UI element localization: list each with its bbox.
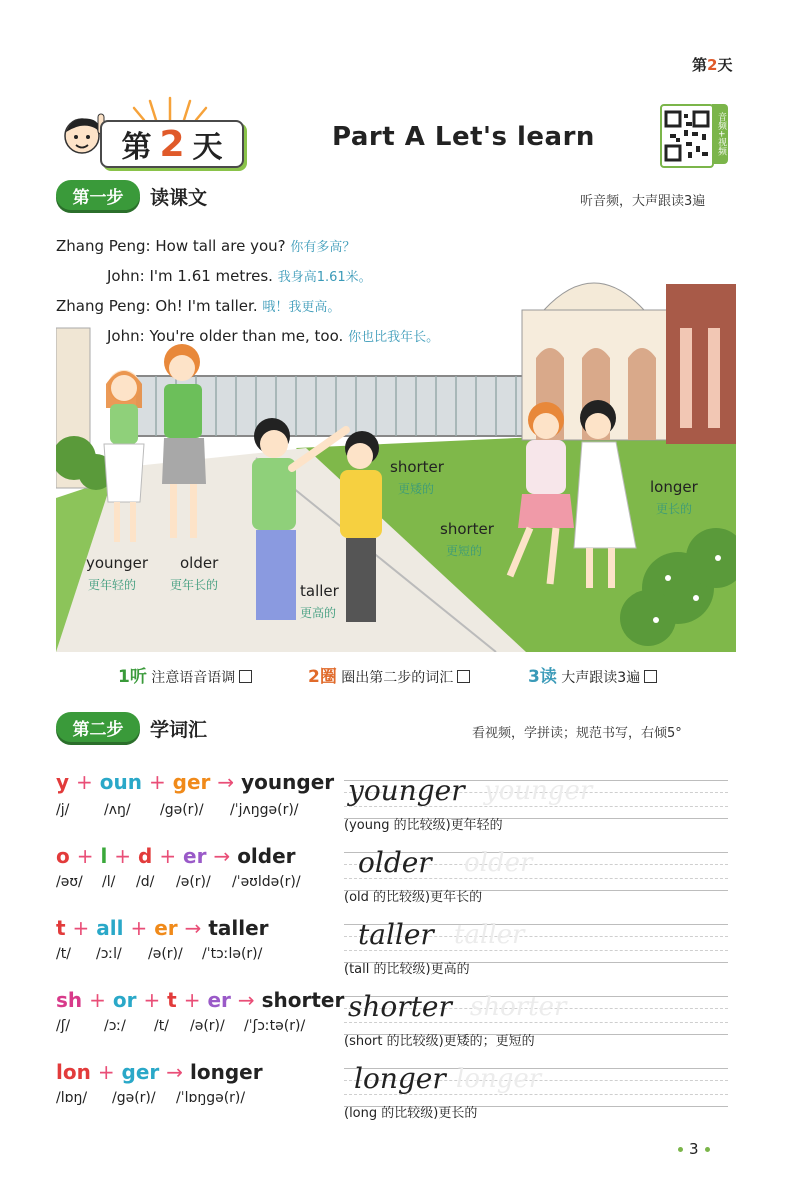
gloss-younger: (young 的比较级)更年轻的 [344, 818, 503, 833]
task-listen: 1听 注意语音语调 [118, 662, 252, 687]
task-checkbox[interactable] [457, 670, 470, 683]
step2-name: 学词汇 [150, 719, 208, 741]
label-younger-cn: 更年轻的 [88, 578, 137, 592]
phonetics-shorter: /ʃ/ /ɔː/ /t/ /ə(r)/ /ˈʃɔːtə(r)/ [56, 1018, 306, 1034]
word-spelling-younger: y + oun + ger → younger [56, 770, 335, 794]
dialog-line: Zhang Peng: Oh! I'm taller. 哦！我更高。 [56, 297, 341, 315]
word-spelling-older: o + l + d + er → older [56, 844, 296, 868]
label-longer: longer [650, 478, 698, 496]
label-longer-cn: 更长的 [656, 502, 693, 516]
step1-name: 读课文 [150, 187, 208, 209]
dialog-line: Zhang Peng: How tall are you? 你有多高？ [56, 237, 356, 255]
label-shorter-length-cn: 更短的 [446, 544, 483, 558]
task-read: 3读 大声跟读3遍 [528, 662, 657, 687]
step1-hint: 听音频，大声跟读3遍 [580, 194, 706, 209]
gloss-older: (old 的比较级)更年长的 [344, 890, 483, 905]
handwriting-row-longer[interactable]: longer longer [344, 1068, 728, 1114]
gloss-longer: (long 的比较级)更长的 [344, 1106, 478, 1121]
day-title-box: 第 2 天 [100, 120, 244, 168]
qr-code-icon[interactable] [660, 104, 714, 168]
word-spelling-shorter: sh + or + t + er → shorter [56, 988, 345, 1012]
task-circle: 2圈 圈出第二步的词汇 [308, 662, 470, 687]
dialog [56, 232, 439, 352]
task-checkbox[interactable] [239, 670, 252, 683]
phonetics-longer: /lɒŋ/ /gə(r)/ /ˈlɒŋgə(r)/ [56, 1090, 246, 1106]
word-spelling-longer: lon + ger → longer [56, 1060, 263, 1084]
day-tag: 第2天 [692, 56, 733, 74]
dialog-line: John: I'm 1.61 metres. 我身高1.61米。 [107, 267, 372, 285]
handwriting-row-younger[interactable]: younger younger [344, 780, 728, 826]
label-older: older [180, 554, 219, 572]
label-taller-cn: 更高的 [300, 606, 337, 620]
label-older-cn: 更年长的 [170, 578, 219, 592]
step2-hint: 看视频，学拼读；规范书写，右倾5° [472, 726, 682, 741]
word-spelling-taller: t + all + er → taller [56, 916, 269, 940]
part-title: Part A Let's learn [332, 122, 595, 152]
handwriting-row-older[interactable]: older older [344, 852, 728, 898]
handwriting-row-shorter[interactable]: shorter shorter [344, 996, 728, 1042]
phonetics-taller: /t/ /ɔːl/ /ə(r)/ /ˈtɔːlə(r)/ [56, 946, 263, 962]
label-younger: younger [86, 554, 148, 572]
page-number: 3 [672, 1140, 716, 1158]
label-shorter-length: shorter [440, 520, 494, 538]
label-taller: taller [300, 582, 339, 600]
step1-pill: 第一步 [56, 180, 140, 210]
gloss-shorter: (short 的比较级)更矮的；更短的 [344, 1034, 535, 1049]
dialog-line: John: You're older than me, too. 你也比我年长。 [107, 327, 440, 345]
phonetics-older: /əʊ/ /l/ /d/ /ə(r)/ /ˈəʊldə(r)/ [56, 874, 301, 890]
qr-media-label: 音频+视频 [712, 104, 728, 164]
label-shorter-height-cn: 更矮的 [398, 482, 435, 496]
gloss-taller: (tall 的比较级)更高的 [344, 962, 470, 977]
handwriting-row-taller[interactable]: taller taller [344, 924, 728, 970]
task-checkbox[interactable] [644, 670, 657, 683]
label-shorter-height: shorter [390, 458, 444, 476]
phonetics-younger: /j/ /ʌŋ/ /gə(r)/ /ˈjʌŋgə(r)/ [56, 802, 299, 818]
step2-pill: 第二步 [56, 712, 140, 742]
sun-rays-icon [130, 92, 210, 122]
